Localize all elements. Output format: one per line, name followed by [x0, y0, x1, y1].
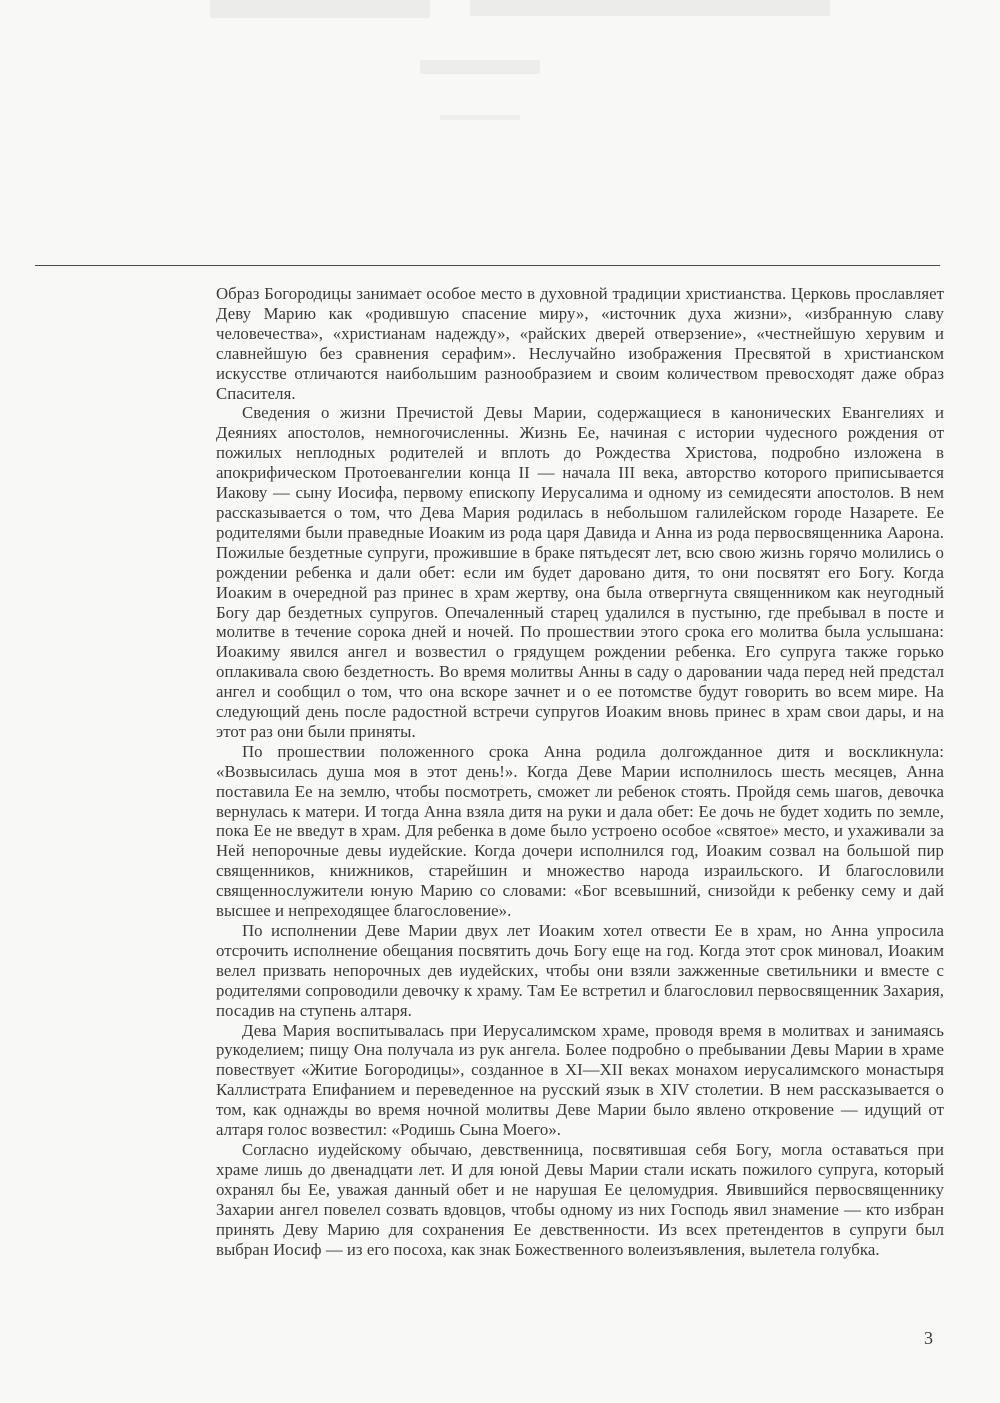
body-text	[216, 284, 944, 1259]
paragraph: По исполнении Деве Марии двух лет Иоаким хотел отвести Ее в храм, но Анна упросила отсрочить исполнение обещания посвятить дочь Богу еще на год. Когда этот срок миновал, Иоаким велел призвать непорочных дев иудейских, чтобы они взяли зажженные светильники и вместе с родителями сопроводили девочку к храму. Там Ее встретил и благословил первосвященник Захария, посадив на ступень алтаря.	[216, 921, 944, 1020]
paragraph: Сведения о жизни Пречистой Девы Марии, содержащиеся в канонических Евангелиях и Деяниях апостолов, немногочисленны. Жизнь Ее, начиная с истории чудесного рождения от пожилых неплодных родителей и вплоть до Рождества Христова, подробно изложена в апокрифическом Протоевангелии конца II — начала III века, авторство которого приписывается Иакову — сыну Иосифа, первому епископу Иерусалима и одному из семидесяти апостолов. В нем рассказывается о том, что Дева Мария родилась в небольшом галилейском городе Назарете. Ее родителями были праведные Иоаким из рода царя Давида и Анна из рода первосвященника Аарона. Пожилые бездетные супруги, прожившие в браке пятьдесят лет, всю свою жизнь горячо молились о рождении ребенка и дали обет: если им будет даровано дитя, то они посвятят его Богу. Когда Иоаким в очередной раз принес в храм жертву, она была отвергнута священником как неугодный Богу дар бездетных супругов. Опечаленный старец удалился в пустыню, где пребывал в посте и молитве в течение сорока дней и ночей. По прошествии этого срока его молитва была услышана: Иоакиму явился ангел и возвестил о грядущем рождении ребенка. Его супруга также горько оплакивала свою бездетность. Во время молитвы Анны в саду о даровании чада перед ней предстал ангел и сообщил о том, что она вскоре зачнет и о ее потомстве будут говорить во всем мире. На следующий день после радостной встречи супругов Иоаким вновь принес в храм свои дары, и на этот раз они были приняты.	[216, 403, 944, 741]
paragraph: Образ Богородицы занимает особое место в духовной традиции христианства. Церковь прославляет Деву Марию как «родившую спасение миру», «источник духа жизни», «избранную славу человечества», «христианам надежду», «райских дверей отверзение», «честнейшую херувим и славнейшую без сравнения серафим». Неслучайно изображения Пресвятой в христианском искусстве отличаются наибольшим разнообразием и своим количеством превосходят даже образ Спасителя.	[216, 284, 944, 403]
horizontal-rule	[35, 265, 940, 266]
page-number: 3	[924, 1328, 933, 1348]
paragraph: По прошествии положенного срока Анна родила долгожданное дитя и воскликнула: «Возвысилась душа моя в этот день!». Когда Деве Марии исполнилось шесть месяцев, Анна поставила Ее на землю, чтобы посмотреть, сможет ли ребенок стоять. Пройдя семь шагов, девочка вернулась к матери. И тогда Анна взяла дитя на руки и дала обет: Ее дочь не будет ходить по земле, пока Ее не введут в храм. Для ребенка в доме было устроено особое «святое» место, и ухаживали за Ней непорочные девы иудейские. Когда дочери исполнился год, Иоаким созвал на большой пир священников, книжников, старейшин и множество народа израильского. И благословили священнослужители юную Марию со словами: «Бог всевышний, снизойди к ребенку сему и дай высшее и непреходящее благословение».	[216, 741, 944, 921]
paragraph: Дева Мария воспитывалась при Иерусалимском храме, проводя время в молитвах и занимаясь рукоделием; пищу Она получала из рук ангела. Более подробно о пребывании Девы Марии в храме повествует «Житие Богородицы», созданное в XI—XII веках монахом иерусалимского монастыря Каллистрата Епифанием и переведенное на русский язык в XIV столетии. В нем рассказывается о том, как однажды во время ночной молитвы Деве Марии было явлено откровение — идущий от алтаря голос возвестил: «Родишь Сына Моего».	[216, 1020, 944, 1140]
paragraph: Согласно иудейскому обычаю, девственница, посвятившая себя Богу, могла оставаться при храме лишь до двенадцати лет. И для юной Девы Марии стали искать пожилого супруга, который охранял бы Ее, уважая данный обет и не нарушая Ее целомудрия. Явившийся первосвященнику Захарии ангел повелел созвать вдовцов, чтобы одному из них Господь явил знамение — кто избран принять Деву Марию для сохранения Ее девственности. Из всех претендентов в супруги был выбран Иосиф — из его посоха, как знак Божественного волеизъявления, вылетела голубка.	[216, 1139, 944, 1259]
bleed-through-shadow	[170, 0, 870, 120]
